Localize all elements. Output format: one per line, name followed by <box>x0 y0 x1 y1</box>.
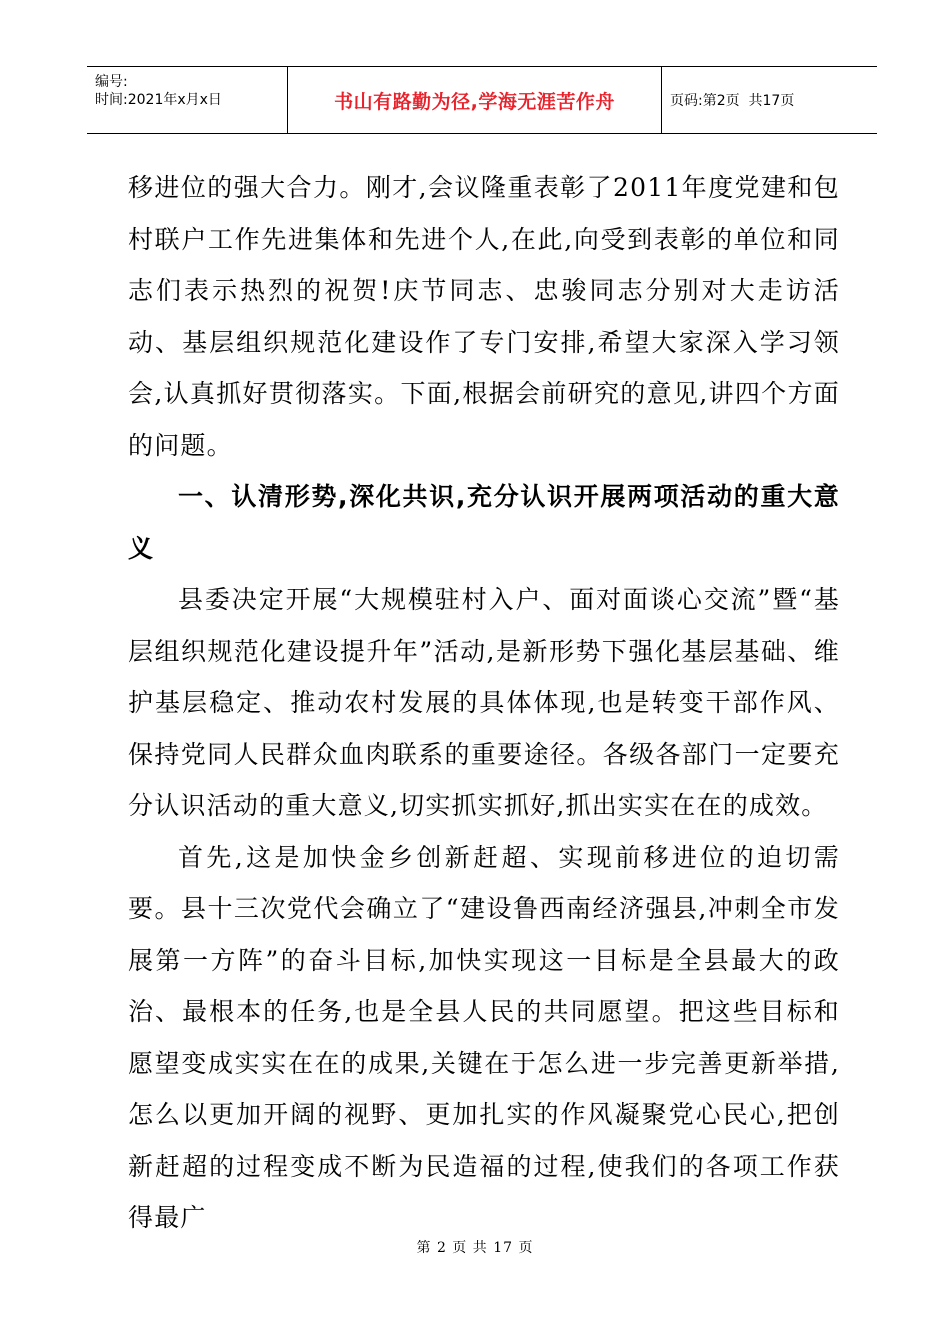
section-heading: 一、认清形势,深化共识,充分认识开展两项活动的重大意义 <box>128 482 840 563</box>
header-page-info-text: 页码:第2页 共17页 <box>670 93 795 109</box>
document-body <box>128 162 840 1244</box>
header-motto: 书山有路勤为径,学海无涯苦作舟 <box>288 67 662 133</box>
body-paragraph: 县委决定开展“大规模驻村入户、面对面谈心交流”暨“基层组织规范化建设提升年”活动,是新形势下强化基层基础、维护基层稳定、推动农村发展的具体体现,也是转变干部作风、保持党同人民群众血肉联系的重要途径。各级各部门一定要充分认识活动的重大意义,切实抓实抓好,抓出实实在在的成效。 <box>128 585 840 820</box>
document-time-label: 时间:2021年x月x日 <box>95 92 222 108</box>
header-page-info <box>662 67 877 133</box>
body-paragraph: 首先,这是加快金乡创新赶超、实现前移进位的迫切需要。县十三次党代会确立了“建设鲁西南经济强县,冲刺全市发展第一方阵”的奋斗目标,加快实现这一目标是全县最大的政治、最根本的任务,也是全县人民的共同愿望。把这些目标和愿望变成实实在在的成果,关键在于怎么进一步完善更新举措,怎么以更加开阔的视野、更加扎实的作风凝聚党心民心,把创新赶超的过程变成不断为民造福的过程,使我们的各项工作获得最广 <box>128 842 840 1232</box>
body-paragraph-continued: 移进位的强大合力。刚才,会议隆重表彰了2011年度党建和包村联户工作先进集体和先进个人,在此,向受到表彰的单位和同志们表示热烈的祝贺!庆节同志、忠骏同志分别对大走访活动、基层组织规范化建设作了专门安排,希望大家深入学习领会,认真抓好贯彻落实。下面,根据会前研究的意见,讲四个方面的问题。 <box>128 173 840 460</box>
document-number-label: 编号: <box>95 74 128 90</box>
page-footer: 第 2 页 共 17 页 <box>416 1240 534 1256</box>
header-meta <box>87 67 288 133</box>
page-header <box>87 66 877 134</box>
